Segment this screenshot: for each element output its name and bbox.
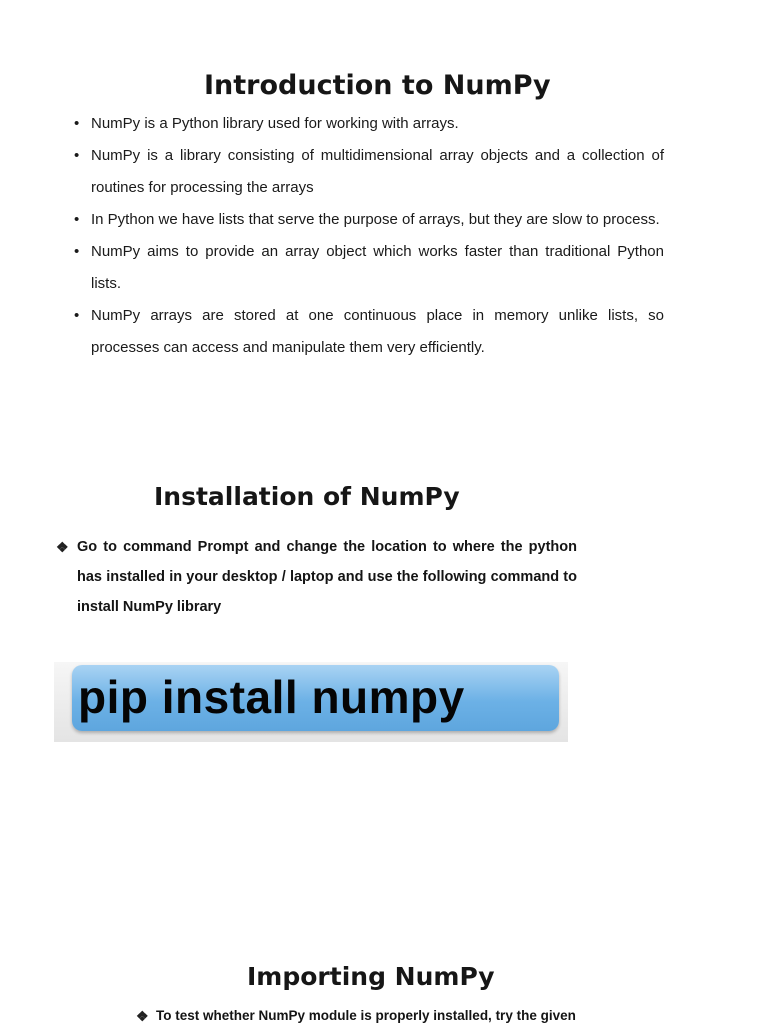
list-item-text: NumPy is a library consisting of multidimensional array objects and a collection of routines for processing the arrays [91,147,664,196]
list-item [74,236,664,300]
command-box [72,665,559,731]
list-item-text: In Python we have lists that serve the purpose of arrays, but they are slow to process. [91,211,660,228]
pip-install-command: pip install numpy [78,671,465,723]
bullet-icon: • [74,307,80,324]
bullet-icon: • [74,211,80,228]
importing-title: Importing NumPy [247,962,495,991]
intro-bullet-list [74,108,664,364]
installation-title: Installation of NumPy [154,482,460,511]
list-item-text: NumPy aims to provide an array object which works faster than traditional Python lists. [91,243,664,292]
importing-instruction-text: To test whether NumPy module is properly installed, try the given [156,1008,576,1023]
list-item [74,108,664,140]
diamond-bullet-icon: ❖ [56,539,69,555]
intro-title: Introduction to NumPy [204,70,551,101]
bullet-icon: • [74,147,80,164]
bullet-icon: • [74,115,80,132]
installation-instruction-text: Go to command Prompt and change the location to where the python has installed in your desktop / laptop and use the following command to install NumPy library [77,539,577,615]
list-item-text: NumPy arrays are stored at one continuous place in memory unlike lists, so processes can access and manipulate them very efficiently. [91,307,664,356]
list-item-text: NumPy is a Python library used for working with arrays. [91,115,459,132]
list-item [74,300,664,364]
list-item [74,204,664,236]
list-item [74,140,664,204]
diamond-bullet-icon: ❖ [136,1008,149,1024]
importing-instruction [136,1008,656,1023]
bullet-icon: • [74,243,80,260]
installation-instruction [56,532,577,622]
